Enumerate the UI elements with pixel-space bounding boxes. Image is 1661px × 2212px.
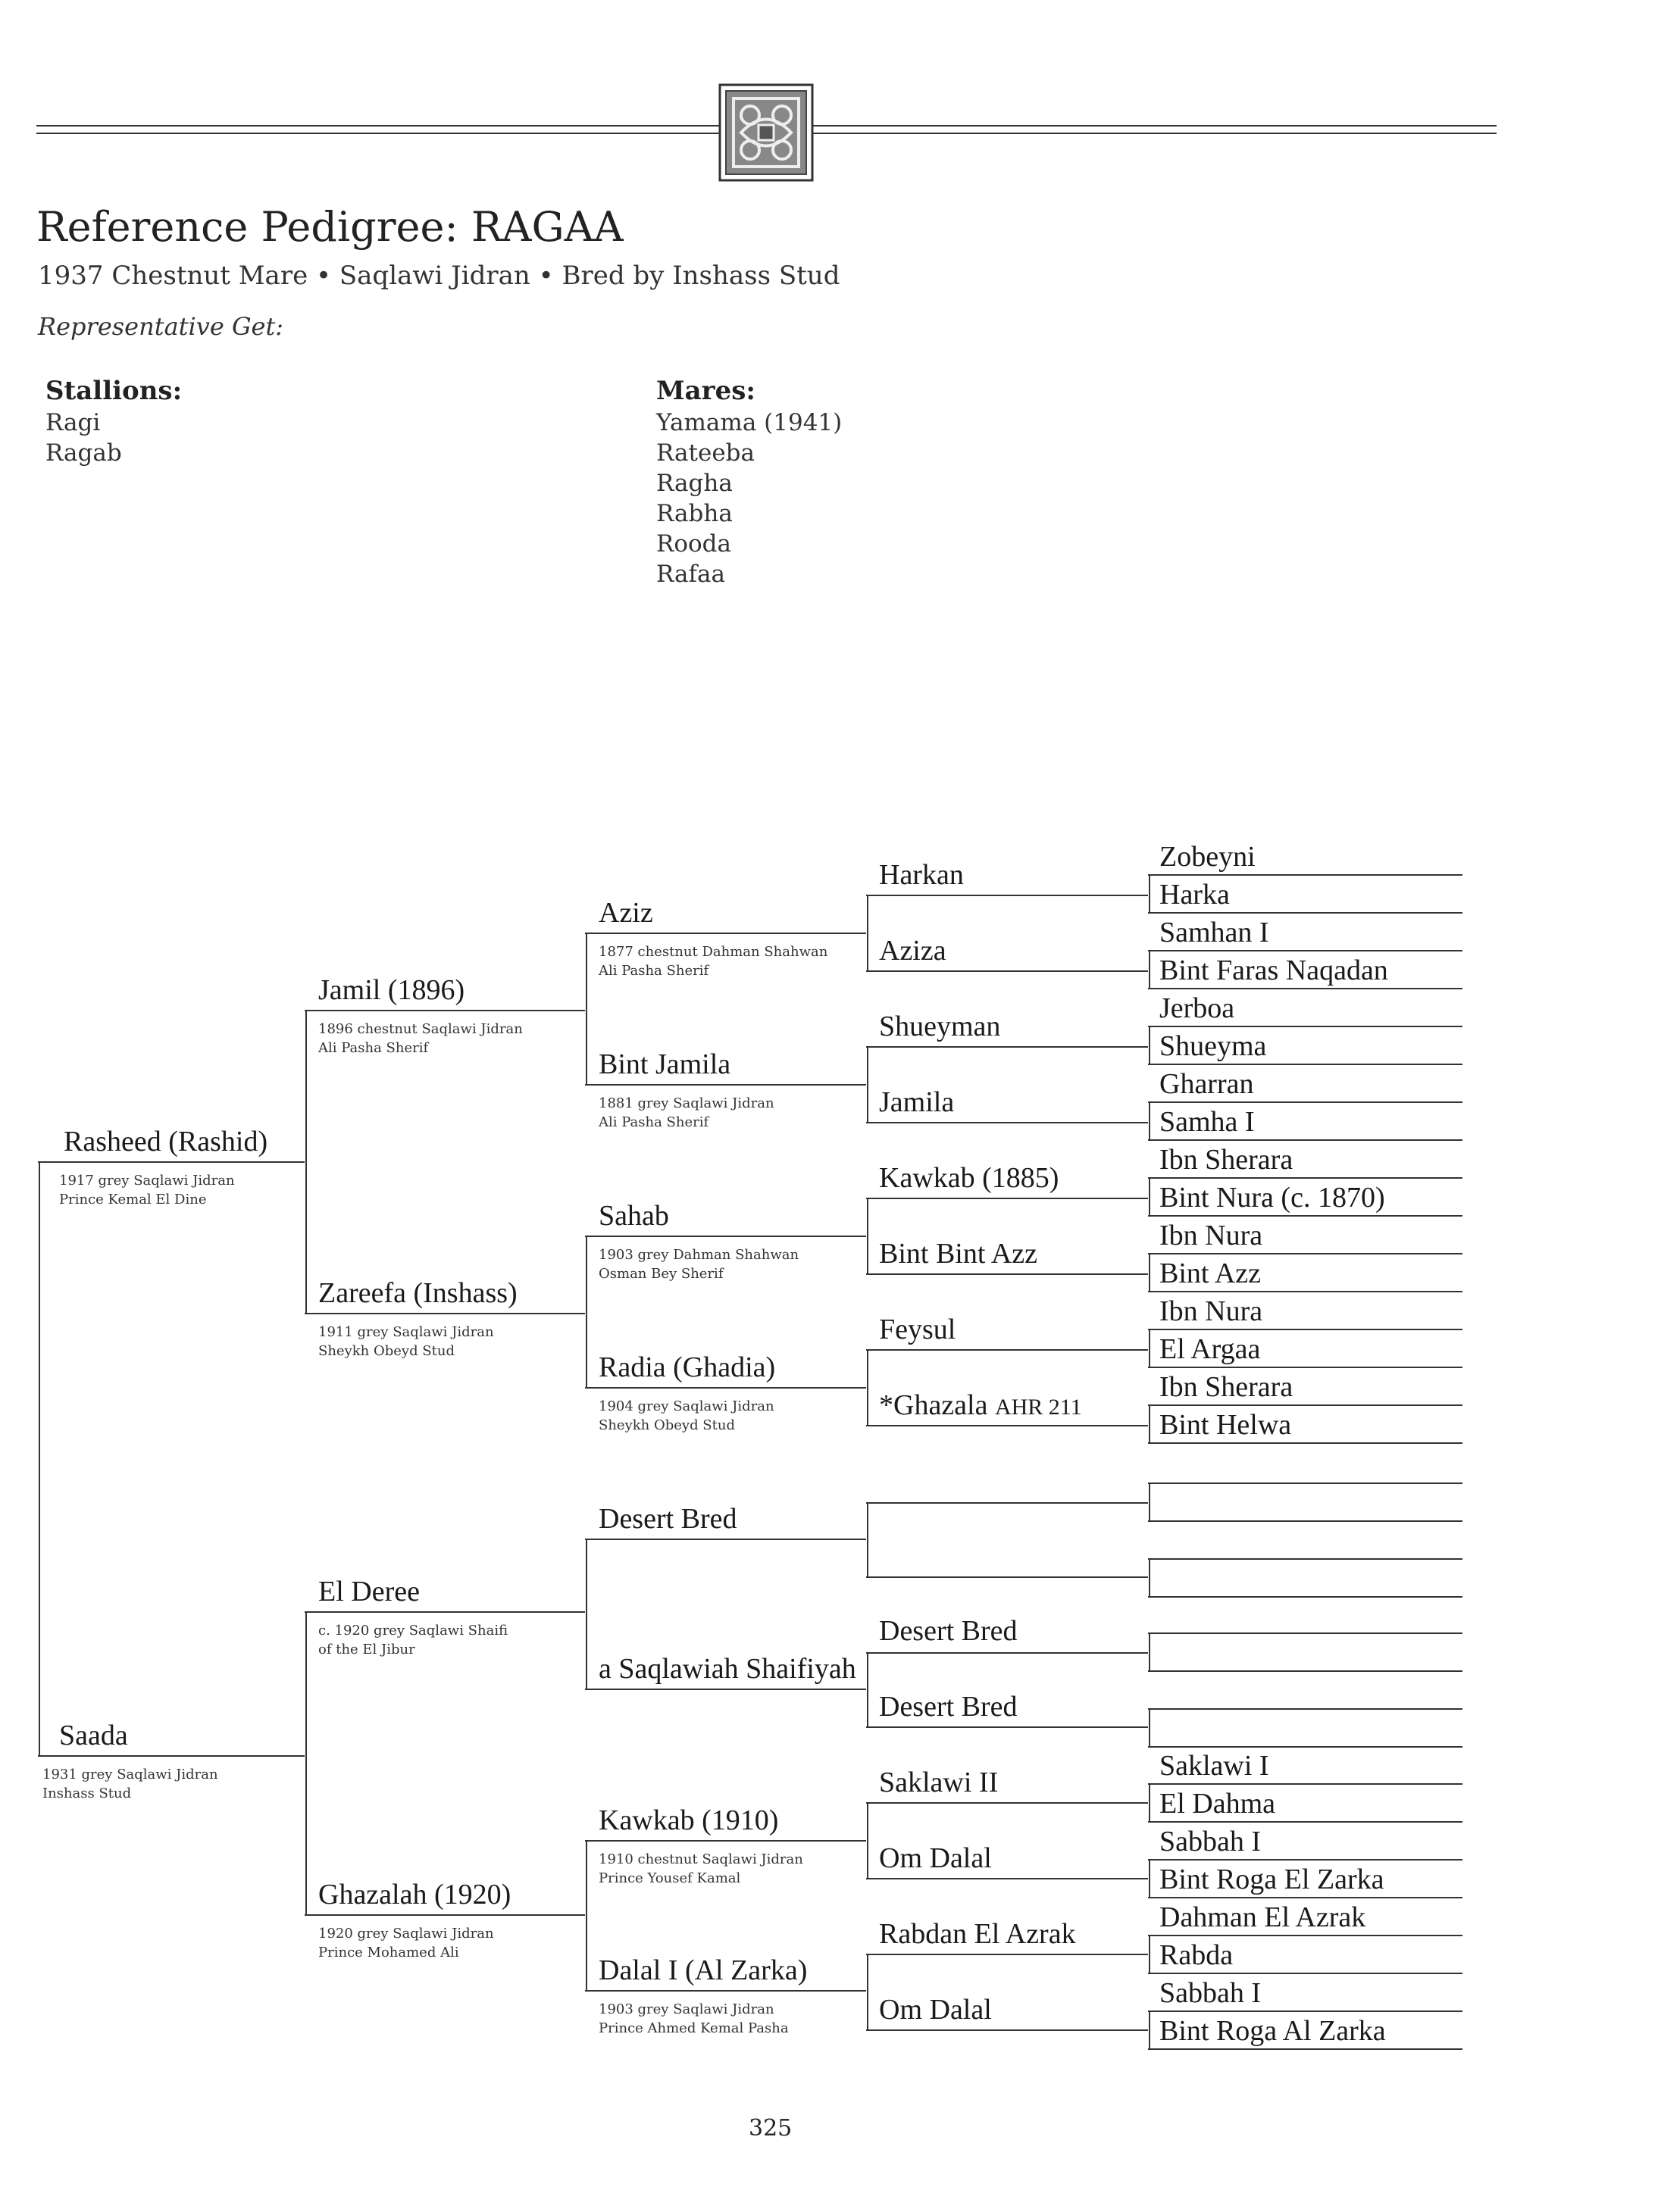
mare-item: Rooda [656,530,731,558]
g3-detail-line: 1904 grey Saqlawi Jidran [599,1398,774,1414]
g2-detail [318,1323,494,1361]
g3-name: Aziz [599,897,653,929]
g4-name: Shueyman [879,1011,1001,1042]
g4-name: Om Dalal [879,1842,992,1874]
g5-name: Rabda [1159,1939,1234,1971]
g3-detail [599,942,827,980]
g5-name: Sabbah I [1159,1977,1262,2009]
g3-detail-line: 1903 grey Dahman Shahwan [599,1247,799,1263]
dam-detail-line: Inshass Stud [42,1786,132,1801]
g5-name: Samha I [1159,1106,1255,1138]
g5-name: Saklawi I [1159,1750,1269,1782]
g5-name: Ibn Nura [1159,1220,1263,1251]
stallion-item: Ragi [45,409,101,436]
g5-name: Bint Helwa [1159,1409,1292,1441]
page-subtitle: 1937 Chestnut Mare • Saqlawi Jidran • Bred by Inshass Stud [38,261,840,291]
g3-name: Desert Bred [599,1503,737,1535]
g4-name: Bint Bint Azz [879,1238,1037,1270]
g4-name: Saklawi II [879,1767,999,1798]
g3-detail-line: 1903 grey Saqlawi Jidran [599,2001,774,2017]
stallion-item: Ragab [45,439,122,467]
registration-note: AHR 211 [994,1395,1082,1420]
g5-name: El Argaa [1159,1333,1261,1365]
page-title: Reference Pedigree: RAGAA [36,203,624,251]
g2-detail [318,1020,523,1058]
sire-detail-line: 1917 grey Saqlawi Jidran [59,1173,235,1189]
g2-detail-line: c. 1920 grey Saqlawi Shaifi [318,1623,508,1639]
g5-name: Gharran [1159,1068,1254,1100]
g5-name: Ibn Nura [1159,1295,1263,1327]
g2-detail [318,1924,494,1962]
page-number: 325 [749,2115,793,2142]
g4-name: Om Dalal [879,1994,992,2026]
g3-name: Bint Jamila [599,1048,731,1080]
g3-name: Radia (Ghadia) [599,1351,776,1383]
g3-detail-line: 1910 chestnut Saqlawi Jidran [599,1851,803,1867]
g2-detail-line: 1911 grey Saqlawi Jidran [318,1324,494,1340]
sire-name: Rasheed (Rashid) [64,1126,268,1158]
sire-detail [59,1171,235,1209]
g5-name: Bint Faras Naqadan [1159,954,1388,986]
g3-detail-line: Ali Pasha Sherif [599,1114,709,1130]
dam-detail [42,1765,218,1803]
g2-name: El Deree [318,1576,420,1607]
g2-detail-line: 1920 grey Saqlawi Jidran [318,1926,494,1942]
g4-name: Desert Bred [879,1615,1018,1647]
g4-name: Desert Bred [879,1691,1018,1723]
g5-name: Dahman El Azrak [1159,1901,1366,1933]
g3-detail-line: 1881 grey Saqlawi Jidran [599,1095,774,1111]
g4-name: Kawkab (1885) [879,1162,1059,1194]
g5-name: Harka [1159,879,1230,911]
g2-name: Zareefa (Inshass) [318,1277,518,1309]
g4-name: Jamila [879,1086,955,1118]
g4-name: Feysul [879,1314,956,1345]
g2-detail-line: of the El Jibur [318,1642,415,1657]
g3-detail-line: Prince Yousef Kamal [599,1870,741,1886]
g3-detail [599,1245,799,1283]
g4-name: Aziza [879,935,946,967]
g3-detail [599,1397,774,1435]
g5-name: Bint Azz [1159,1258,1262,1289]
dam-detail-line: 1931 grey Saqlawi Jidran [42,1767,218,1782]
g2-detail-line: 1896 chestnut Saqlawi Jidran [318,1021,523,1037]
g4-name [879,1391,1082,1420]
g5-name: Ibn Sherara [1159,1371,1293,1403]
g5-name: Sabbah I [1159,1826,1262,1857]
g3-detail-line: 1877 chestnut Dahman Shahwan [599,944,828,960]
g3-name: Dalal I (Al Zarka) [599,1954,808,1986]
g2-detail-line: Prince Mohamed Ali [318,1945,459,1960]
sire-detail-line: Prince Kemal El Dine [59,1192,207,1208]
mares-heading: Mares: [656,376,755,406]
g3-name: Kawkab (1910) [599,1804,779,1836]
g3-detail-line: Ali Pasha Sherif [599,963,709,979]
g4-name-text: *Ghazala [879,1389,988,1421]
g5-name: Zobeyni [1159,841,1256,873]
mare-item: Rabha [656,500,733,527]
g3-detail [599,1850,803,1888]
mare-item: Rateeba [656,439,755,467]
g3-detail-line: Prince Ahmed Kemal Pasha [599,2020,789,2036]
g5-name: Shueyma [1159,1030,1267,1062]
g3-detail-line: Osman Bey Sherif [599,1266,724,1282]
g2-detail [318,1621,508,1659]
g3-name: Sahab [599,1200,669,1232]
stallions-heading: Stallions: [45,376,183,406]
mare-item: Rafaa [656,561,725,588]
g5-name: Jerboa [1159,992,1235,1024]
g5-name: Ibn Sherara [1159,1144,1293,1176]
g2-detail-line: Sheykh Obeyd Stud [318,1343,455,1359]
g4-name: Rabdan El Azrak [879,1918,1076,1950]
g3-detail [599,2000,789,2038]
g2-detail-line: Ali Pasha Sherif [318,1040,429,1056]
g5-name: Bint Nura (c. 1870) [1159,1182,1385,1214]
g2-name: Jamil (1896) [318,974,465,1006]
dam-name: Saada [59,1720,128,1751]
g3-detail-line: Sheykh Obeyd Stud [599,1417,735,1433]
g5-name: Bint Roga El Zarka [1159,1864,1384,1895]
g5-name: Samhan I [1159,917,1269,948]
g5-name: El Dahma [1159,1788,1276,1820]
mare-item: Yamama (1941) [656,409,843,436]
g3-name: a Saqlawiah Shaifiyah [599,1653,856,1685]
g2-name: Ghazalah (1920) [318,1879,511,1911]
g4-name: Harkan [879,859,964,891]
representative-get-label: Representative Get: [38,312,284,341]
g5-name: Bint Roga Al Zarka [1159,2015,1386,2047]
mare-item: Ragha [656,470,733,497]
g3-detail [599,1094,774,1132]
